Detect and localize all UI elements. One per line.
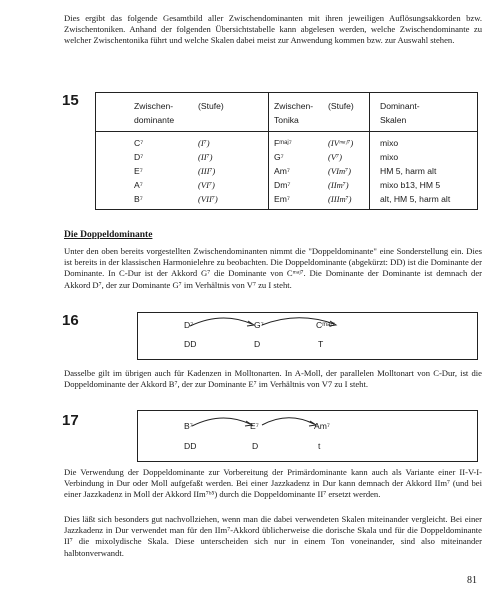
table-cell: (III⁷) — [198, 166, 216, 176]
function-label: DD — [184, 339, 197, 349]
chord-label: B⁷ — [184, 421, 193, 431]
intro-paragraph: Dies ergibt das folgende Gesamtbild aller Zwischendominanten mit ihren jeweiligen Auflösungsakkorden bzw. Zwischentoniken. Anhand der folgenden Übersichtstabelle kann abgelesen werden, welche Zwischendominante zu welcher Zwischentonika führt und welche Skalen dabei meist zur Anwendung kommen bzw. zur Auswahl stehen. — [64, 13, 482, 46]
chord-label: G⁷ — [254, 320, 264, 330]
chord-label: E⁷ — [250, 421, 259, 431]
table-cell: (IVᵐᵃʲ⁷) — [328, 138, 354, 148]
chord-label: Am⁷ — [314, 421, 330, 431]
table-cell: (II⁷) — [198, 152, 213, 162]
table-cell: E⁷ — [134, 166, 143, 176]
table-cell: D⁷ — [134, 152, 144, 162]
table-cell: C⁷ — [134, 138, 144, 148]
table-header-rule — [96, 131, 477, 132]
header-col2-sub: Tonika — [274, 115, 299, 125]
header-col3: Dominant- — [380, 101, 420, 111]
header-col1: Zwischen- — [134, 101, 174, 111]
table-cell: (I⁷) — [198, 138, 210, 148]
function-label: D — [252, 441, 259, 451]
table-cell: Em⁷ — [274, 194, 290, 204]
table-cell: (IIIm⁷) — [328, 194, 352, 204]
page-number: 81 — [467, 575, 477, 586]
header-col1-step: (Stufe) — [198, 101, 224, 111]
doppeldominante-paragraph: Unter den oben bereits vorgestellten Zwischendominanten nimmt die "Doppeldominante" eine Sonderstellung ein. Dies ist bereits in der klassischen Harmonielehre zu beobachten. Die Doppeldominante (abgekürzt: DD) ist die Dominante der Dominante. In C-Dur ist der Akkord G⁷ die Dominante von Cᵐᵃʲ⁷. Die Dominante der Dominante ist demnach der Akkord D⁷, der zur Dominante G⁷ im Verhältnis von V⁷ zu I steht. — [64, 246, 482, 290]
table-cell: Fᵐᵃʲ⁷ — [274, 138, 292, 148]
secondary-dominants-table — [95, 92, 478, 210]
table-cell: mixo b13, HM 5 — [380, 180, 441, 190]
table-cell: B⁷ — [134, 194, 143, 204]
function-label: T — [318, 339, 324, 349]
section-heading: Die Doppeldominante — [64, 230, 153, 240]
table-cell: A⁷ — [134, 180, 143, 190]
function-label: DD — [184, 441, 197, 451]
table-cell: (VIm⁷) — [328, 166, 352, 176]
function-label: t — [318, 441, 321, 451]
table-divider — [369, 93, 370, 209]
table-cell: (VI⁷) — [198, 180, 215, 190]
example-16-number: 16 — [62, 312, 79, 329]
header-col3-sub: Skalen — [380, 115, 407, 125]
table-cell: G⁷ — [274, 152, 284, 162]
table-cell: (VII⁷) — [198, 194, 218, 204]
function-label: D — [254, 339, 261, 349]
table-divider — [268, 93, 269, 209]
example-16-box — [137, 312, 478, 360]
example-15-number: 15 — [62, 92, 79, 109]
header-col2-step: (Stufe) — [328, 101, 354, 111]
scales-paragraph: Dies läßt sich besonders gut nachvollziehen, wenn man die dabei verwendeten Skalen miteinander vergleicht. Bei einer Jazzkadenz in Dur verwendet man für den IIm⁷-Akkord üblicherweise die dorische Skala und für die Doppeldominante II⁷ die mixolydische Skala. Diese unterscheiden sich nur in einem Ton voneinander, sind also miteinander halbtonverwandt. — [64, 514, 482, 558]
chord-label: Cᵐᵃʲ⁷ — [316, 320, 335, 330]
table-cell: Dm⁷ — [274, 180, 291, 190]
example-17-box — [137, 410, 478, 462]
table-cell: (IIm⁷) — [328, 180, 349, 190]
table-cell: HM 5, harm alt — [380, 166, 437, 176]
table-cell: mixo — [380, 138, 399, 148]
chord-label: D⁷ — [184, 320, 194, 330]
header-col1-sub: dominante — [134, 115, 175, 125]
table-cell: Am⁷ — [274, 166, 290, 176]
table-cell: (V⁷) — [328, 152, 342, 162]
table-cell: mixo — [380, 152, 399, 162]
table-cell: alt, HM 5, harm alt — [380, 194, 451, 204]
minor-paragraph: Dasselbe gilt im übrigen auch für Kadenzen in Molltonarten. In A-Moll, der parallelen Molltonart von C-Dur, ist die Doppeldominante der Akkord B⁷, der zur Dominante E⁷ im Verhältnis von V7 zu I steht. — [64, 368, 482, 390]
example-17-number: 17 — [62, 412, 79, 429]
cadence-arrows — [138, 411, 479, 463]
variant-paragraph: Die Verwendung der Doppeldominante zur Vorbereitung der Primärdominante kann auch als Variante einer II-V-I-Verbindung in Dur oder Moll aufgefaßt werden. Bei einer Jazzkadenz in Dur kann demnach der Akkord IIm⁷ (und bei einer Jazzkadenz in Moll der Akkord IIm⁷ᵇ⁵) durch die Doppeldominante II⁷ ersetzt werden. — [64, 467, 482, 500]
header-col2: Zwischen- — [274, 101, 314, 111]
